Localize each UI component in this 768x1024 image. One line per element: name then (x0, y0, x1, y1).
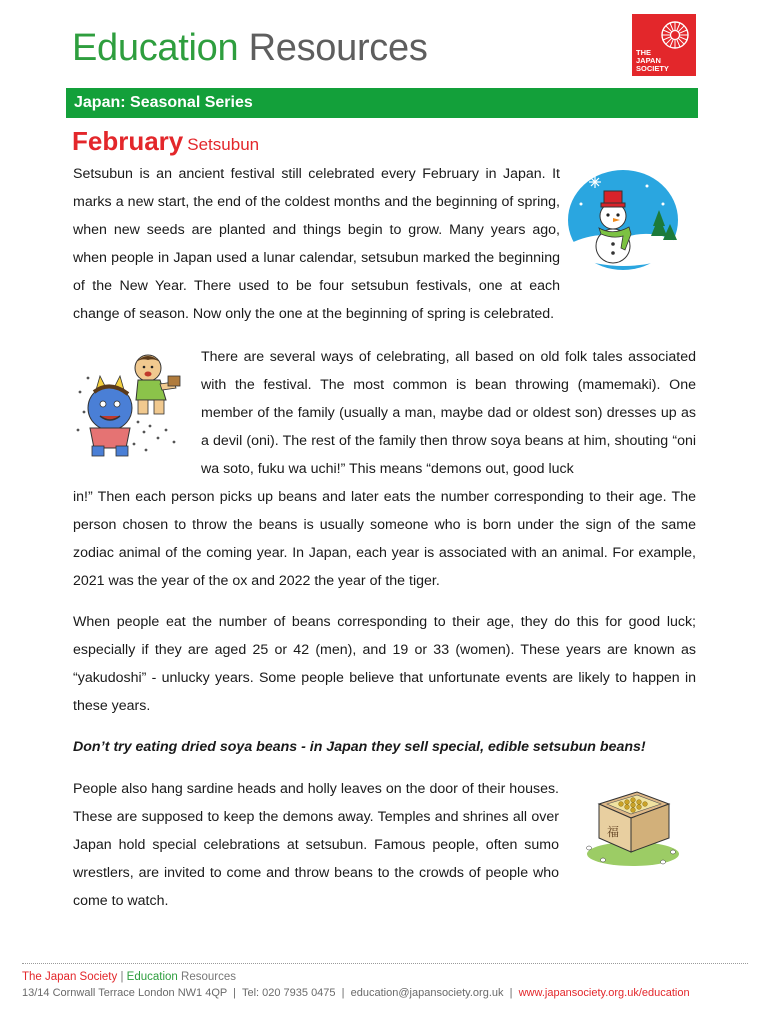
footer-divider (22, 963, 748, 964)
bean-box-illustration (583, 778, 681, 870)
snowman-illustration (567, 164, 679, 276)
footer-resources: Resources (181, 971, 236, 983)
footer-brand (22, 970, 236, 984)
footer-contact: 13/14 Cornwall Terrace London NW1 4QP | Tel: 020 7935 0475 | education@japansociety.org.uk | www.japansociety.org.uk/education (22, 987, 690, 999)
paragraph-tip: Don’t try eating dried soya beans - in Japan they sell special, edible setsubun beans! (73, 739, 646, 755)
footer-tel: Tel: 020 7935 0475 (241, 987, 336, 999)
oni-bean-throwing-illustration (74, 352, 192, 464)
footer-education: Education (126, 971, 178, 983)
series-label: Japan: Seasonal Series (74, 94, 253, 111)
footer-sep: | (120, 971, 124, 983)
title-resources: Resources (248, 27, 428, 69)
bean-box-char: 福 (607, 825, 620, 839)
section-heading (72, 125, 259, 161)
month-title: February (72, 126, 184, 156)
japan-society-logo (632, 14, 696, 76)
series-banner (66, 88, 698, 118)
footer-address: 13/14 Cornwall Terrace London NW1 4QP (22, 987, 228, 999)
paragraph-yakudoshi: When people eat the number of beans corresponding to their age, they do this for good luck; especially if they are aged 25 or 42 (men), and 19 or 33 (women). These years are known as “yakudoshi” - unlucky years. Some people believe that unfortunate events are likely to happen in these years. (73, 614, 696, 714)
title-education: Education (72, 27, 239, 69)
festival-subtitle: Setsubun (187, 135, 260, 154)
footer-email-link[interactable]: education@japansociety.org.uk (350, 987, 504, 999)
paragraph-celebrating: There are several ways of celebrating, all based on old folk tales associated with the festival. The most common is bean throwing (mamemaki). One member of the family (usually a man, maybe dad or oldest son) dresses up as a devil (oni). The rest of the family then throw soya beans at him, shouting “oni wa soto, fuku wa uchi!” This means “demons out, good luck (201, 349, 696, 477)
paragraph-celebrating-cont: in!” Then each person picks up beans and later eats the number corresponding to their age. The person chosen to throw the beans is usually someone who is born under the sign of the same zodiac animal of the coming year. In Japan, each year is associated with an animal. For example, 2021 was the year of the ox and 2022 the year of the tiger. (73, 489, 696, 589)
paragraph-sardines: People also hang sardine heads and holly leaves on the door of their houses. These are supposed to keep the demons away. Temples and shrines all over Japan hold special celebrations at setsubun. Famous people, often sumo wrestlers, are invited to come and throw beans to the crowds of people who come to watch. (73, 781, 559, 909)
logo-text: THE JAPAN SOCIETY (636, 48, 669, 73)
chrysanthemum-icon (660, 20, 690, 50)
page-title (72, 26, 428, 70)
paragraph-intro: Setsubun is an ancient festival still celebrated every February in Japan. It marks a new start, the end of the coldest months and the beginning of spring, when new seeds are planted and things begin to grow. Many years ago, when people in Japan used a lunar calendar, setsubun marked the beginning of the New Year. There used to be four setsubun festivals, one at each change of season. Now only the one at the beginning of spring is celebrated. (73, 166, 560, 322)
footer-org: The Japan Society (22, 971, 118, 983)
footer-website-link[interactable]: www.japansociety.org.uk/education (518, 987, 690, 999)
